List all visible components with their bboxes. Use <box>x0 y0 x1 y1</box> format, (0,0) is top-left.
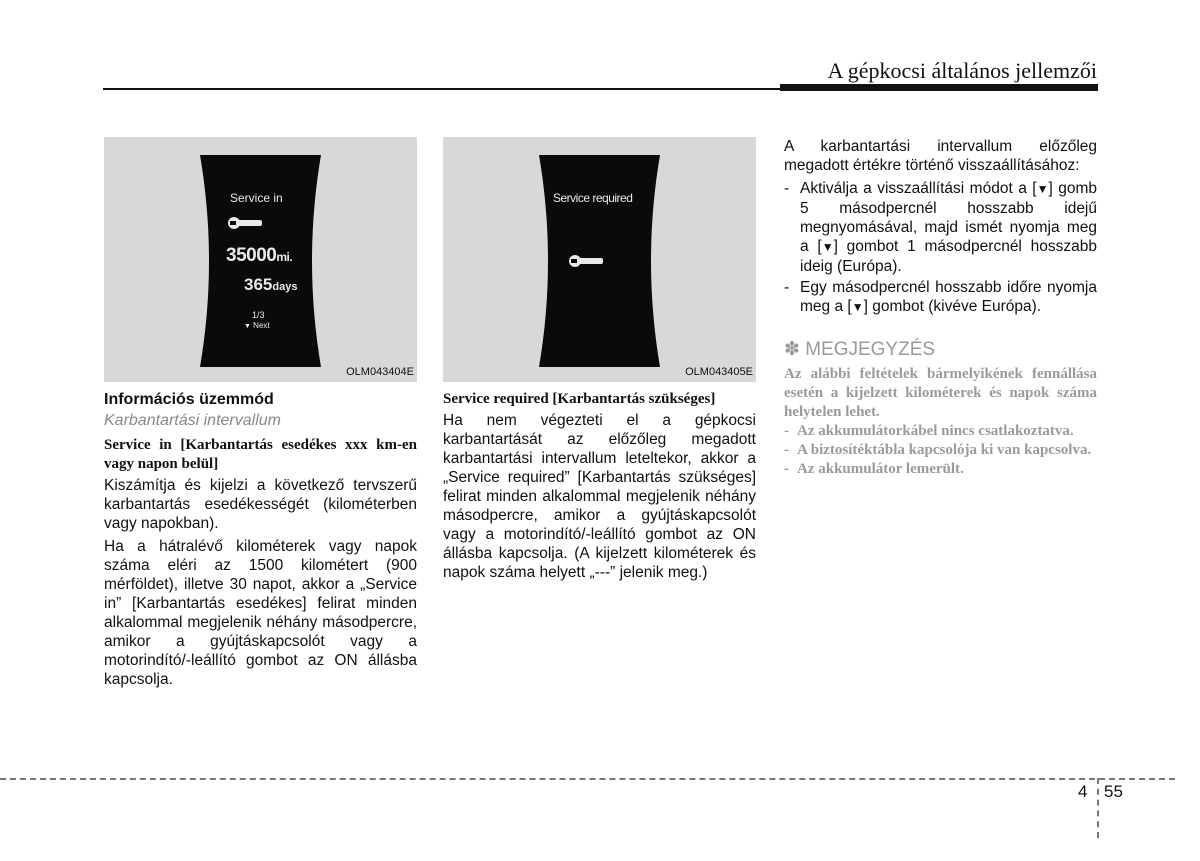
page-header-title: A gépkocsi általános jellemzői <box>827 58 1097 83</box>
screen-title: Service required <box>553 191 633 205</box>
page-number: 55 <box>1104 782 1123 801</box>
service-in-heading: Service in [Karbantartás esedékes xxx km-en vagy napon belül] <box>104 437 417 472</box>
cluster-display-service-required <box>539 155 660 367</box>
note-body: Az alábbi feltételek bármelyikének fennállása esetén a kijelzett kilométerek és napok száma helytelen lehet. <box>784 366 1097 420</box>
section-subheading: Karbantartási intervallum <box>104 412 281 429</box>
screen-title: Service in <box>230 191 283 205</box>
screen-distance: 35000mi. <box>226 245 293 266</box>
screen-next: ▼ Next <box>244 321 270 330</box>
reset-intro: A karbantartási intervallum előzőleg megadott értékre történő visszaállításához: <box>784 138 1097 174</box>
note-title: ✽ MEGJEGYZÉS <box>784 339 936 360</box>
note-item: - A biztosítéktábla kapcsolója ki van kapcsolva. <box>784 442 1092 458</box>
paragraph: Kiszámítja és kijelzi a következő tervszerű karbantartás esedékességét (kilométerben vagy napokban). <box>104 477 417 532</box>
note-item: - Az akkumulátor lemerült. <box>784 461 964 477</box>
column-3 <box>784 137 1097 479</box>
down-arrow-icon: ▼ <box>244 323 251 330</box>
figure-code: OLM043404E <box>346 366 414 378</box>
note-item: - Az akkumulátorkábel nincs csatlakoztatva. <box>784 423 1074 439</box>
footer-rule <box>0 778 1175 780</box>
down-arrow-icon: ▼ <box>851 300 864 314</box>
paragraph: Ha nem végezteti el a gépkocsi karbantartását az előzőleg megadott karbantartási intervallum leteltekor, akkor a „Service required” [Karbantartás szükséges] felirat minden alkalommal megjelenik néhány másodpercre, amikor a gyújtáskapcsolót vagy a motorindító/-leállító gombot az ON állásba kapcsolja. (A kijelzett kilométerek és napok száma helyett „---” jelenik meg.) <box>443 412 756 581</box>
screen-page: 1/3 <box>252 310 265 320</box>
footer-divider <box>1097 778 1099 838</box>
service-required-heading: Service required [Karbantartás szükséges] <box>443 391 716 407</box>
down-arrow-icon: ▼ <box>1036 182 1049 196</box>
header-rule-accent <box>780 84 1098 91</box>
column-2 <box>443 137 756 586</box>
list-item: - Egy másodpercnél hosszabb időre nyomja meg a [▼] gombot (kivéve Európa). <box>784 279 1097 315</box>
reset-steps <box>784 179 1097 317</box>
figure-service-required <box>443 137 756 382</box>
note-list <box>784 422 1097 479</box>
list-item: - Aktiválja a visszaállítási módot a [▼] gomb 5 másodpercnél hosszabb idejű megnyomásával, majd ismét nyomja meg a [▼] gombot 1 másodpercnél hosszabb ideig (Európa). <box>784 180 1097 275</box>
chapter-number: 4 <box>1078 782 1088 801</box>
figure-service-in <box>104 137 417 382</box>
paragraph: Ha a hátralévő kilométerek vagy napok száma eléri az 1500 kilométert (900 mérföldet), illetve 30 napot, akkor a „Service in” [Karbantartás esedékes] felirat minden alkalommal megjelenik néhány másodpercre, amikor a gyújtáskapcsolót vagy a motorindító/-leállító gombot az ON állásba kapcsolja. <box>104 538 417 688</box>
figure-code: OLM043405E <box>685 366 753 378</box>
section-heading: Információs üzemmód <box>104 391 274 408</box>
column-1 <box>104 137 417 693</box>
screen-days: 365days <box>244 275 298 294</box>
cluster-display-service-in <box>200 155 321 367</box>
down-arrow-icon: ▼ <box>821 240 834 254</box>
